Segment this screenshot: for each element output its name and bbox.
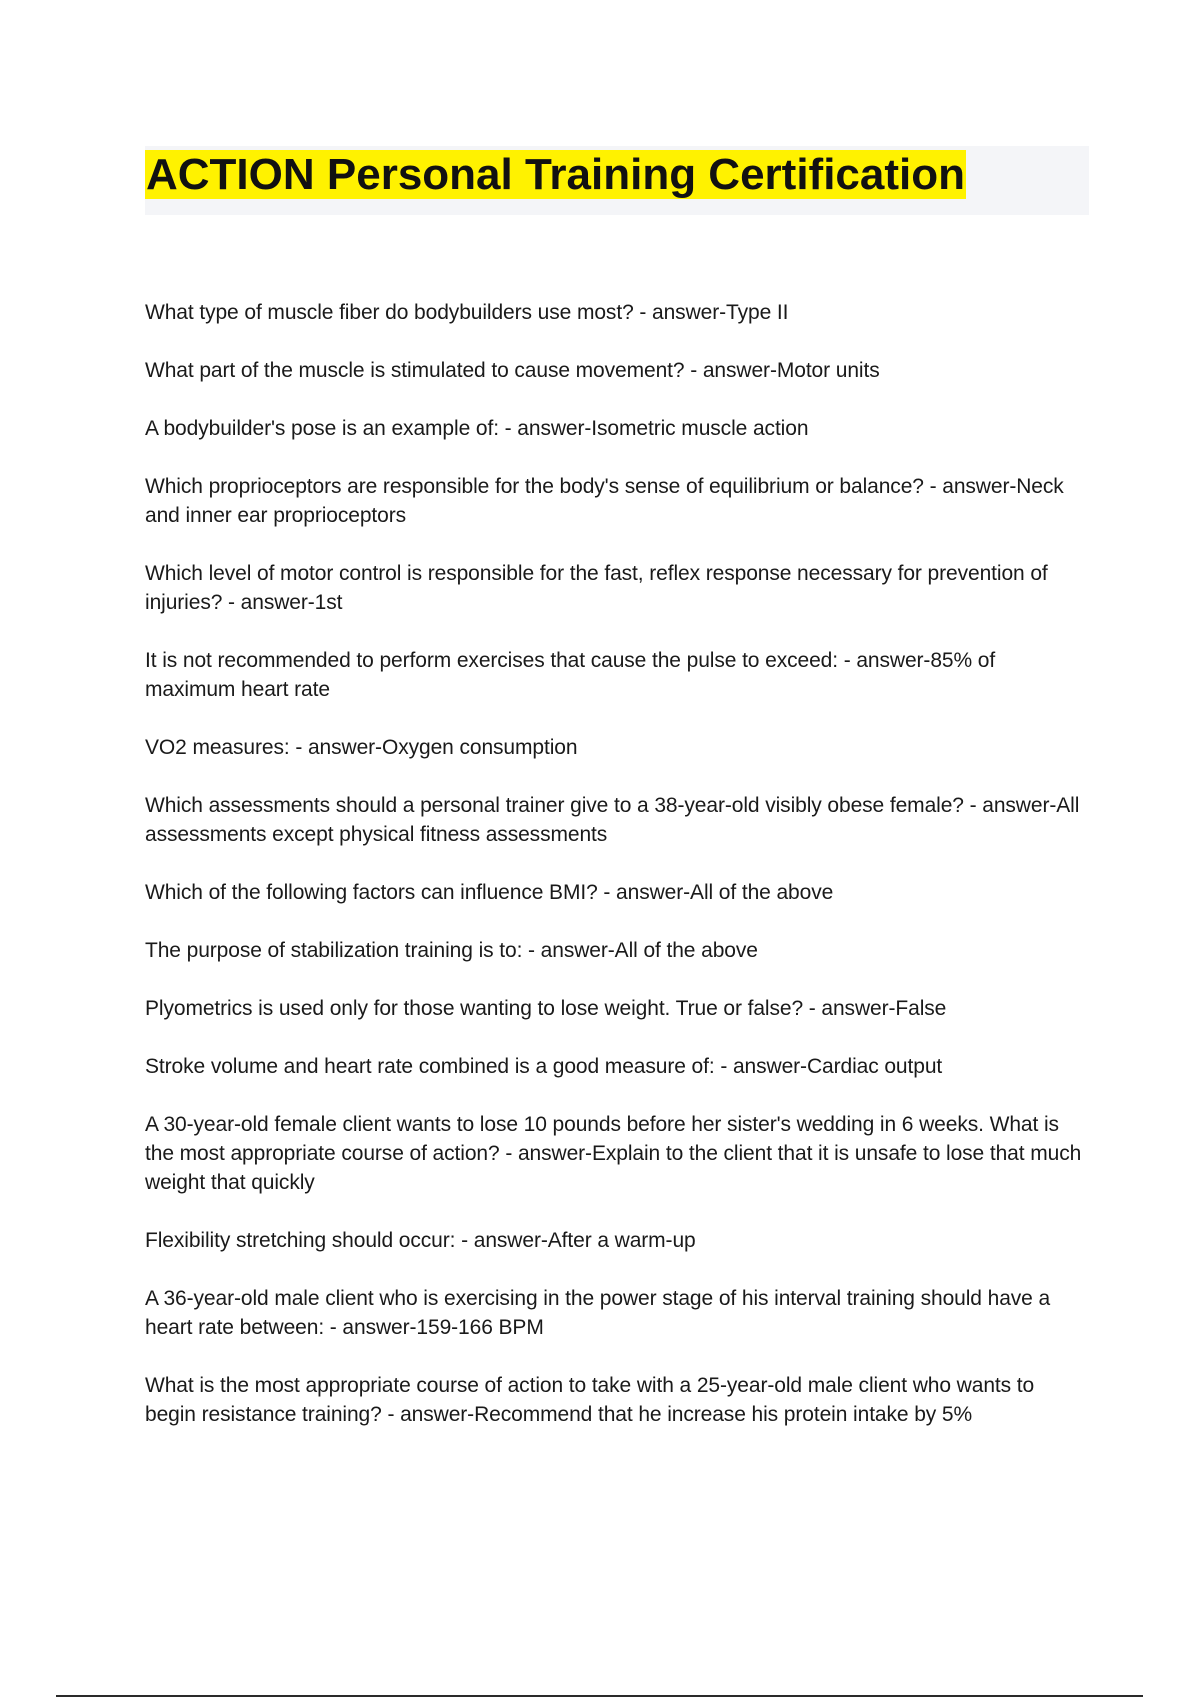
qa-item — [145, 733, 1090, 762]
qa-item — [145, 472, 1090, 530]
answer-text: All of the above — [614, 939, 758, 962]
answer-separator: - answer- — [597, 881, 691, 904]
answer-text: Cardiac output — [806, 1055, 943, 1078]
answer-text: 159-166 BPM — [416, 1316, 544, 1339]
answer-separator: - answer- — [289, 736, 382, 759]
qa-item — [145, 356, 1090, 385]
question-text: A 36-year-old male client who is exercising in the power stage of his interval training should have a heart rate between: — [145, 1287, 1051, 1339]
answer-text: Isometric muscle action — [591, 417, 809, 440]
answer-separator: - answer- — [522, 939, 615, 962]
question-text: Which proprioceptors are responsible for the body's sense of equilibrium or balance? — [145, 475, 924, 498]
answer-text: Oxygen consumption — [381, 736, 578, 759]
question-text: Stroke volume and heart rate combined is a good measure of: — [145, 1055, 715, 1078]
qa-item — [145, 994, 1090, 1023]
qa-item — [145, 298, 1090, 327]
answer-separator: - answer- — [633, 301, 727, 324]
answer-separator: - answer- — [923, 475, 1017, 498]
question-text: A 30-year-old female client wants to lose 10 pounds before her sister's wedding in 6 weeks. What is the most appropriate course of action? — [145, 1113, 1059, 1165]
answer-text: After a warm-up — [547, 1229, 696, 1252]
question-text: The purpose of stabilization training is to: — [145, 939, 523, 962]
qa-list — [145, 298, 1090, 1458]
title-highlight: ACTION Personal Training Certification — [146, 150, 966, 199]
question-text: Plyometrics is used only for those wanting to lose weight. True or false? — [145, 997, 804, 1020]
answer-separator: - answer- — [963, 794, 1057, 817]
answer-text: 1st — [314, 591, 343, 614]
question-text: Which of the following factors can influence BMI? — [145, 881, 598, 904]
qa-item — [145, 646, 1090, 704]
answer-text: Type II — [726, 301, 789, 324]
qa-item — [145, 559, 1090, 617]
question-text: Which assessments should a personal trainer give to a 38-year-old visibly obese female? — [145, 794, 964, 817]
qa-item — [145, 878, 1090, 907]
question-text: It is not recommended to perform exercises that cause the pulse to exceed: — [145, 649, 838, 672]
answer-text: Neck and inner ear proprioceptors — [145, 475, 1064, 527]
qa-item — [145, 1110, 1090, 1197]
question-text: Which level of motor control is responsible for the fast, reflex response necessary for prevention of injuries? — [145, 562, 1048, 614]
answer-separator: - answer- — [222, 591, 315, 614]
answer-separator: - answer- — [803, 997, 896, 1020]
answer-separator: - answer- — [837, 649, 931, 672]
qa-item — [145, 1371, 1090, 1429]
qa-item — [145, 1226, 1090, 1255]
footer-rule — [56, 1695, 1143, 1697]
question-text: What part of the muscle is stimulated to cause movement? — [145, 359, 685, 382]
question-text: A bodybuilder's pose is an example of: — [145, 417, 499, 440]
qa-item — [145, 1052, 1090, 1081]
qa-item — [145, 1284, 1090, 1342]
answer-separator: - answer- — [381, 1403, 475, 1426]
answer-separator: - answer- — [499, 1142, 592, 1165]
question-text: VO2 measures: — [145, 736, 290, 759]
question-text: Flexibility stretching should occur: — [145, 1229, 456, 1252]
answer-text: All of the above — [690, 881, 834, 904]
answer-separator: - answer- — [714, 1055, 807, 1078]
qa-item — [145, 936, 1090, 965]
answer-text: Recommend that he increase his protein intake by 5% — [474, 1403, 973, 1426]
answer-text: Explain to the client that it is unsafe to lose that much weight that quickly — [145, 1142, 1082, 1194]
question-text: What type of muscle fiber do bodybuilders use most? — [145, 301, 634, 324]
answer-separator: - answer- — [498, 417, 592, 440]
page-title — [145, 148, 966, 202]
answer-text: 85% of maximum heart rate — [145, 649, 996, 701]
answer-separator: - answer- — [455, 1229, 548, 1252]
answer-separator: - answer- — [684, 359, 777, 382]
answer-text: False — [895, 997, 947, 1020]
qa-item — [145, 414, 1090, 443]
qa-item — [145, 791, 1090, 849]
question-text: What is the most appropriate course of action to take with a 25-year-old male client who wants to begin resistance training? — [145, 1374, 1035, 1426]
answer-text: Motor units — [776, 359, 880, 382]
answer-text: All assessments except physical fitness assessments — [145, 794, 1080, 846]
answer-separator: - answer- — [324, 1316, 417, 1339]
